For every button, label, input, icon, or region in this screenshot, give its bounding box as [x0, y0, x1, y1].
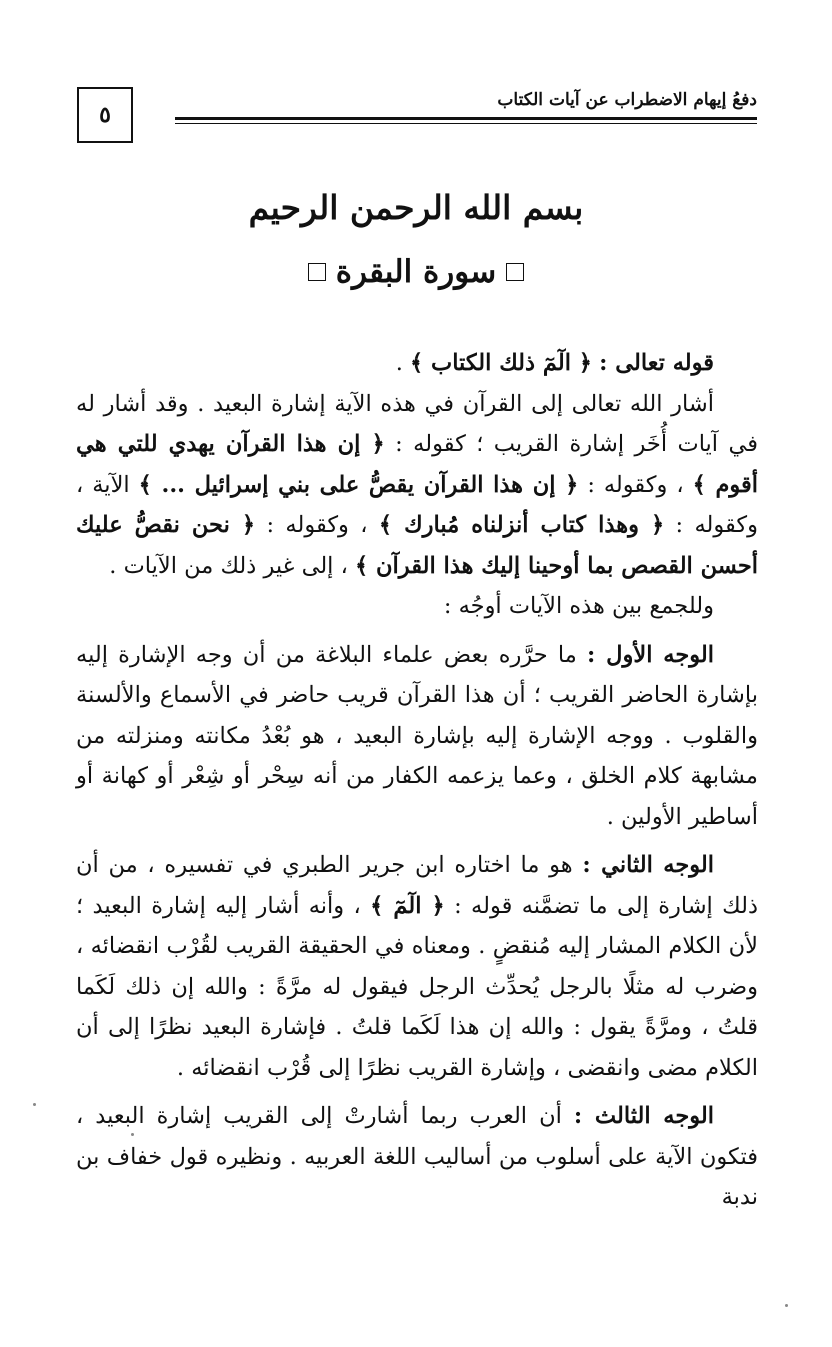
paragraph-text: .: [395, 350, 403, 376]
basmala-heading: بسم الله الرحمن الرحيم: [248, 188, 584, 227]
quran-verse: ﴿ الٓمٓ ﴾: [370, 892, 445, 919]
header-rule-thin: [175, 123, 757, 124]
paragraph-text: ، وكقوله :: [266, 512, 368, 538]
paragraph-first-aspect: [76, 635, 758, 838]
paragraph-text: ، وأنه أشار إليه إشارة البعيد ؛ لأن الكلام المشار إليه مُنقضٍ . ومعناه في الحقيقة القريب لقُرْب انقضائه ، وضرب له مثلًا بالرجل يُحدِّث الرجل فيقول له مرَّةً : والله إن ذلك لَكَما قلتُ ، ومرَّةً يقول : والله إن هذا لَكَما قلتُ . فإشارة البعيد نظرًا إلى أن الكلام مضى وانقضى ، وإشارة القريب نظرًا إلى قُرْب انقضائه .: [76, 892, 758, 1081]
paragraph-second-aspect: [76, 845, 758, 1088]
scan-speck: [131, 1133, 134, 1136]
page-number: ٥: [77, 87, 133, 143]
paragraph-third-aspect: [76, 1096, 758, 1218]
body-text: [76, 343, 758, 1218]
aspect-label: الوجه الثاني :: [582, 852, 714, 878]
running-title: دفعُ إيهام الاضطراب عن آيات الكتاب: [497, 90, 757, 110]
paragraph-text: أشار الله تعالى إلى القرآن في هذه الآية إشارة البعيد . وقد أشار له في آيات أُخَر إشارة القريب ؛ كقوله :: [76, 390, 758, 457]
paragraph-text: أن العرب ربما أشارتْ إلى القريب إشارة البعيد ، فتكون الآية على أسلوب من أساليب اللغة العربيه . ونظيره قول خفاف بن ندبة: [76, 1103, 758, 1210]
verse-label: قوله تعالى :: [599, 350, 714, 376]
paragraph-text: ، وكقوله :: [587, 471, 684, 498]
header-rule: [175, 117, 757, 120]
quran-verse: ﴿ وهذا كتاب أنزلناه مُبارك ﴾: [378, 512, 665, 538]
quran-verse: ﴿ نحن نقصُّ عليك أحسن القصص بما أوحينا إليك هذا القرآن ﴾: [76, 512, 758, 579]
quran-verse: ﴿ إن هذا القرآن يقصُّ على بني إسرائيل ... ﴾: [138, 471, 579, 498]
paragraph-text: ، إلى غير ذلك من الآيات .: [109, 552, 348, 579]
paragraph-explanation: [76, 384, 758, 587]
aspect-label: الوجه الأول :: [586, 641, 714, 668]
scan-speck: [33, 1103, 36, 1106]
surah-title: [0, 248, 832, 296]
paragraph-verse-citation: [76, 343, 758, 384]
quran-verse: ﴿ الٓمٓ ذلك الكتاب ﴾: [410, 350, 592, 376]
paragraph-text: هو ما اختاره ابن جرير الطبري في تفسيره ، من أن ذلك إشارة إلى ما تضمَّنه قوله :: [76, 852, 759, 919]
scan-speck: [785, 1304, 788, 1307]
paragraph-text: ما حرَّره بعض علماء البلاغة من أن وجه الإشارة إليه بإشارة الحاضر القريب ؛ أن هذا القرآن قريب حاضر في الأسماع والألسنة والقلوب . ووجه الإشارة إليه بإشارة البعيد ، هو بُعْدُ مكانته ومنزلته من مشابهة كلام الخلق ، وعما يزعمه الكفار من أنه سِحْر أو شِعْر أو كهانة أو أساطير الأولين .: [76, 641, 758, 830]
aspect-label: الوجه الثالث :: [573, 1103, 715, 1129]
paragraph-text: الآية ، وكقوله :: [76, 471, 758, 538]
surah-title-text: سورة البقرة: [335, 254, 497, 290]
paragraph-intro: وللجمع بين هذه الآيات أوجُه :: [443, 593, 714, 619]
quran-verse: ﴿ إن هذا القرآن يهدي للتي هي أقوم ﴾: [76, 431, 759, 498]
square-ornament-icon: [506, 263, 524, 281]
square-ornament-icon: [308, 263, 326, 281]
